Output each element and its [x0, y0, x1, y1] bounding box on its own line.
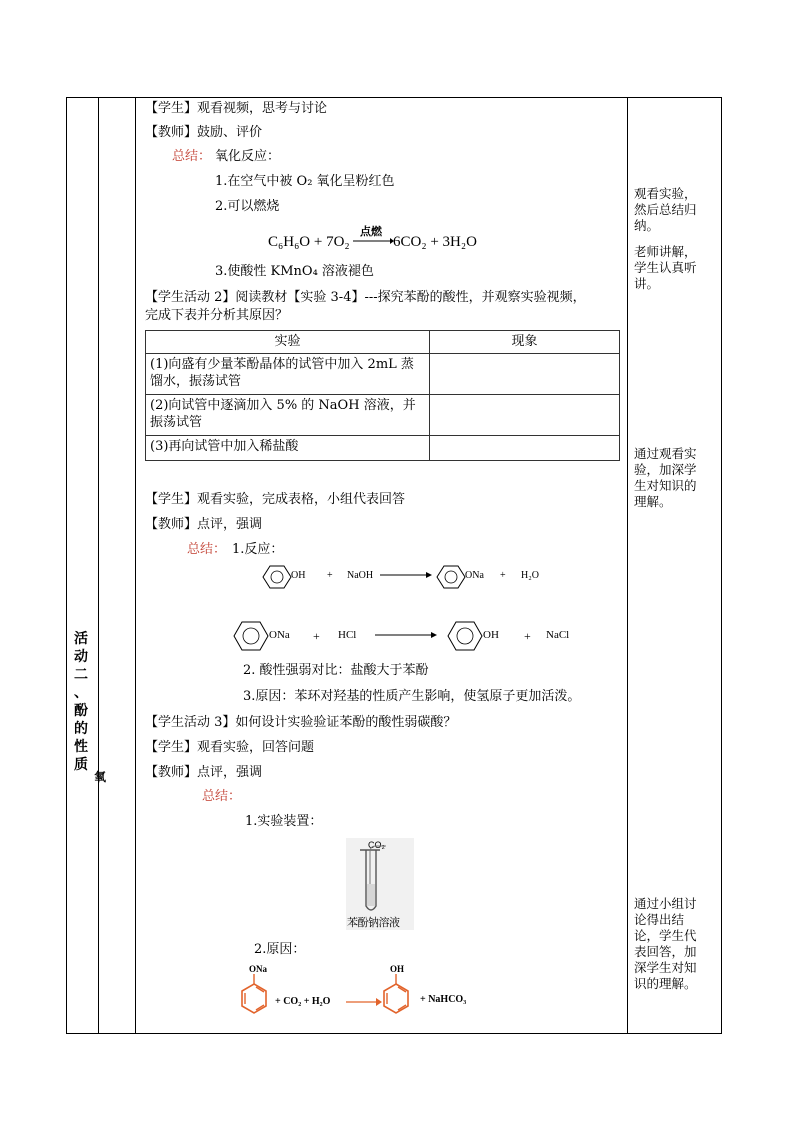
table-cell-phenomenon [430, 436, 620, 461]
table-cell-phenomenon [430, 354, 620, 395]
side-title-char: 质 [74, 757, 88, 773]
benzene-ring-icon [262, 564, 292, 590]
reason-line: 3.原因：苯环对羟基的性质产生影响，使氢原子更加活泼。 [243, 689, 581, 704]
table-header-experiment: 实验 [146, 331, 430, 354]
table-row [146, 354, 620, 395]
benzene-ring-icon [238, 972, 270, 1018]
benzene-ring-icon [233, 620, 269, 652]
reaction3-product1: OH [390, 964, 405, 974]
side-title-char: 、 [74, 685, 88, 701]
equation-arrow-icon [352, 236, 394, 246]
table-cell-experiment: (1)向盛有少量苯酚晶体的试管中加入 2mL 蒸馏水，振荡试管 [146, 354, 430, 395]
summary-label-2: 总结： [187, 542, 227, 557]
reaction1-reagent2: NaOH [347, 570, 374, 581]
side-title-char: 活 [74, 631, 88, 647]
line-student-watch-video: 【学生】观看视频，思考与讨论 [145, 101, 328, 116]
equation-left: C₆H₆O + 7O₂ [268, 234, 350, 250]
side-title [73, 630, 89, 774]
acid-comparison: 2. 酸性强弱对比：盐酸大于苯酚 [243, 663, 429, 678]
activity-2-line-2: 完成下表并分析其原因？ [145, 308, 289, 323]
line-student-answer: 【学生】观看实验，回答问题 [145, 740, 315, 755]
frame-col3 [135, 97, 136, 1034]
reaction1-product1: ONa [465, 570, 484, 581]
table-cell-experiment: (2)向试管中逐滴加入 5% 的 NaOH 溶液，并振荡试管 [146, 395, 430, 436]
summary-label-3: 总结： [202, 789, 242, 804]
reaction2-product1: OH [483, 629, 499, 641]
summary-text-1: 氧化反应： [215, 149, 281, 164]
summary-label-1: 总结： [172, 149, 212, 164]
frame-right [721, 97, 722, 1034]
activity-2-line-1: 【学生活动 2】阅读教材【实验 3-4】---探究苯酚的酸性，并观察实验视频， [145, 290, 586, 305]
table-cell-phenomenon [430, 395, 620, 436]
reaction3-product2: + NaHCO₃ [420, 994, 467, 1005]
oxidation-item-1: 1.在空气中被 O₂ 氧化呈粉红色 [215, 174, 395, 189]
experiment-table [145, 330, 620, 461]
table-row [146, 436, 620, 461]
reaction2-arrow-icon [375, 631, 437, 639]
side-subtitle: 氧 [93, 770, 106, 784]
frame-col4 [627, 97, 628, 1034]
reaction1-arrow-icon [380, 571, 432, 579]
frame-bottom [66, 1033, 722, 1034]
apparatus-illustration [346, 838, 414, 930]
frame-col2 [98, 97, 99, 1034]
benzene-ring-icon [380, 972, 412, 1018]
side-title-char: 酚 [74, 703, 88, 719]
line-teacher-emphasize: 【教师】点评，强调 [145, 765, 263, 780]
note-deepen: 通过观看实验，加深学生对知识的理解。 [634, 446, 697, 509]
reaction3-reagent1: ONa [249, 964, 267, 974]
reaction2-product2: NaCl [546, 629, 570, 641]
side-title-char: 的 [74, 721, 88, 737]
note-discussion: 通过小组讨论得出结论，学生代表回答，加深学生对知识的理解。 [634, 896, 697, 991]
table-row [146, 395, 620, 436]
activity-3-line: 【学生活动 3】如何设计实验验证苯酚的酸性弱碳酸？ [145, 715, 457, 730]
line-teacher-encourage: 【教师】鼓励、评价 [145, 125, 263, 140]
reaction1-reagent1: OH [291, 570, 306, 581]
apparatus-gas-label: CO₂ [368, 840, 385, 850]
reaction3-arrow-icon [346, 998, 382, 1006]
frame-top [66, 97, 722, 98]
reaction1-plus1: + [327, 570, 333, 581]
table-cell-experiment: (3)再向试管中加入稀盐酸 [146, 436, 430, 461]
equation-right: 6CO₂ + 3H₂O [393, 234, 477, 250]
table-header-row [146, 331, 620, 354]
apparatus-caption: 苯酚钠溶液 [347, 916, 400, 929]
side-title-char: 二 [74, 667, 88, 683]
oxidation-item-3: 3.使酸性 KMnO₄ 溶液褪色 [215, 264, 374, 279]
reaction2-plus1: + [313, 629, 320, 643]
reaction2-reagent2: HCl [338, 629, 357, 641]
line-student-observe: 【学生】观看实验，完成表格，小组代表回答 [145, 492, 406, 507]
frame-left [66, 97, 67, 1034]
side-title-char: 动 [74, 649, 88, 665]
apparatus-label: 1.实验装置： [245, 814, 323, 829]
side-title-char: 性 [74, 739, 88, 755]
reaction2-reagent1: ONa [269, 629, 290, 641]
test-tube-icon [346, 838, 414, 918]
equation-condition: 点燃 [360, 225, 382, 238]
reaction1-plus2: + [500, 570, 506, 581]
reaction2-plus2: + [524, 629, 531, 643]
reaction3-middle: + CO₂ + H₂O [275, 996, 331, 1007]
reason-2-label: 2.原因： [254, 942, 306, 957]
note-listen: 老师讲解，学生认真听讲。 [634, 244, 697, 291]
table-header-phenomenon: 现象 [430, 331, 620, 354]
benzene-ring-icon [436, 564, 466, 590]
summary-text-2: 1.反应： [232, 542, 284, 557]
benzene-ring-icon [447, 620, 483, 652]
reaction1-product2: H₂O [521, 570, 539, 581]
oxidation-item-2: 2.可以燃烧 [215, 199, 280, 214]
note-summarize: 观看实验，然后总结归纳。 [634, 186, 697, 233]
line-teacher-comment: 【教师】点评，强调 [145, 517, 263, 532]
